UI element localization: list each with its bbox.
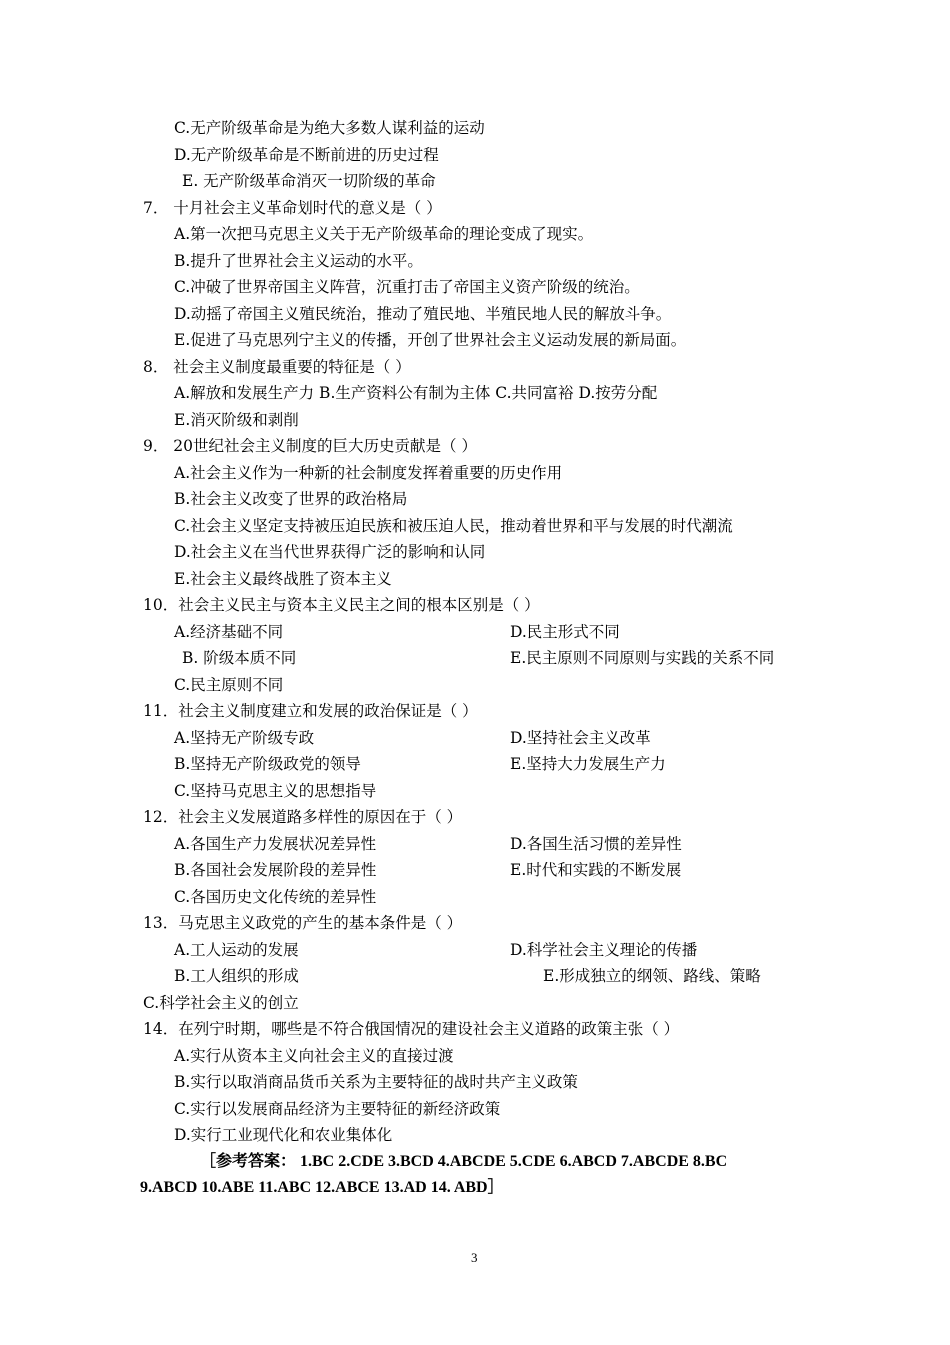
q14-option-c: C.实行以发展商品经济为主要特征的新经济政策 <box>174 1100 501 1118</box>
q11-option-b: B.坚持无产阶级政党的领导 <box>174 755 361 773</box>
q12-option-c: C.各国历史文化传统的差异性 <box>174 888 377 906</box>
q8-option-e: E.消灭阶级和剥削 <box>174 411 299 429</box>
q9-option-d: D.社会主义在当代世界获得广泛的影响和认同 <box>174 543 486 561</box>
q13-stem: 13．马克思主义政党的产生的基本条件是（ ） <box>143 914 463 932</box>
q14-option-d: D.实行工业现代化和农业集体化 <box>174 1126 393 1144</box>
q8-options-abcd: A.解放和发展生产力 B.生产资料公有制为主体 C.共同富裕 D.按劳分配 <box>174 384 658 402</box>
q13-option-e: E.形成独立的纲领、路线、策略 <box>543 967 761 985</box>
q13-option-a: A.工人运动的发展 <box>174 941 299 959</box>
q9-option-e: E.社会主义最终战胜了资本主义 <box>174 570 392 588</box>
q14-option-a: A.实行从资本主义向社会主义的直接过渡 <box>174 1047 454 1065</box>
q12-option-e: E.时代和实践的不断发展 <box>510 861 682 879</box>
q9-option-c: C.社会主义坚定支持被压迫民族和被压迫人民，推动着世界和平与发展的时代潮流 <box>174 517 733 535</box>
q10-option-d: D.民主形式不同 <box>510 623 620 641</box>
q9-option-b: B.社会主义改变了世界的政治格局 <box>174 490 408 508</box>
q13-option-c: C.科学社会主义的创立 <box>143 994 299 1012</box>
q12-stem: 12．社会主义发展道路多样性的原因在于（ ） <box>143 808 463 826</box>
q8-stem: 8． 社会主义制度最重要的特征是（ ） <box>143 358 411 376</box>
q10-option-c: C.民主原则不同 <box>174 676 284 694</box>
q11-stem: 11．社会主义制度建立和发展的政治保证是（ ） <box>143 702 478 720</box>
q9-option-a: A.社会主义作为一种新的社会制度发挥着重要的历史作用 <box>174 464 563 482</box>
q10-option-b: B. 阶级本质不同 <box>182 649 297 667</box>
q7-option-c: C.冲破了世界帝国主义阵营，沉重打击了帝国主义资产阶级的统治。 <box>174 278 640 296</box>
q11-option-e: E.坚持大力发展生产力 <box>510 755 666 773</box>
answer-key-line-2: 9.ABCD 10.ABE 11.ABC 12.ABCE 13.AD 14. ABD］ <box>140 1179 504 1196</box>
q9-stem: 9． 20世纪社会主义制度的巨大历史贡献是（ ） <box>143 437 477 455</box>
q10-stem: 10．社会主义民主与资本主义民主之间的根本区别是（ ） <box>143 596 540 614</box>
q13-option-b: B.工人组织的形成 <box>174 967 299 985</box>
q11-option-a: A.坚持无产阶级专政 <box>174 729 315 747</box>
q10-option-a: A.经济基础不同 <box>174 623 284 641</box>
q7-option-b: B.提升了世界社会主义运动的水平。 <box>174 252 423 270</box>
q14-stem: 14．在列宁时期，哪些是不符合俄国情况的建设社会主义道路的政策主张（ ） <box>143 1020 680 1038</box>
page-number: 3 <box>471 1250 478 1265</box>
q7-option-d: D.动摇了帝国主义殖民统治，推动了殖民地、半殖民地人民的解放斗争。 <box>174 305 672 323</box>
q11-option-d: D.坚持社会主义改革 <box>510 729 651 747</box>
q10-option-e: E.民主原则不同原则与实践的关系不同 <box>510 649 775 667</box>
answer-key-line-1: ［参考答案： 1.BC 2.CDE 3.BCD 4.ABCDE 5.CDE 6.ABCD 7.ABCDE 8.BC <box>200 1153 728 1170</box>
q7-option-e: E.促进了马克思列宁主义的传播，开创了世界社会主义运动发展的新局面。 <box>174 331 687 349</box>
q12-option-d: D.各国生活习惯的差异性 <box>510 835 682 853</box>
q13-option-d: D.科学社会主义理论的传播 <box>510 941 698 959</box>
q12-option-a: A.各国生产力发展状况差异性 <box>174 835 377 853</box>
q14-option-b: B.实行以取消商品货币关系为主要特征的战时共产主义政策 <box>174 1073 578 1091</box>
q7-option-a: A.第一次把马克思主义关于无产阶级革命的理论变成了现实。 <box>174 225 594 243</box>
q12-option-b: B.各国社会发展阶段的差异性 <box>174 861 377 879</box>
q6-option-d: D.无产阶级革命是不断前进的历史过程 <box>174 146 439 164</box>
q6-option-e: E. 无产阶级革命消灭一切阶级的革命 <box>182 172 436 190</box>
q7-stem: 7． 十月社会主义革命划时代的意义是（ ） <box>143 199 442 217</box>
q6-option-c: C.无产阶级革命是为绝大多数人谋利益的运动 <box>174 119 485 137</box>
q11-option-c: C.坚持马克思主义的思想指导 <box>174 782 377 800</box>
